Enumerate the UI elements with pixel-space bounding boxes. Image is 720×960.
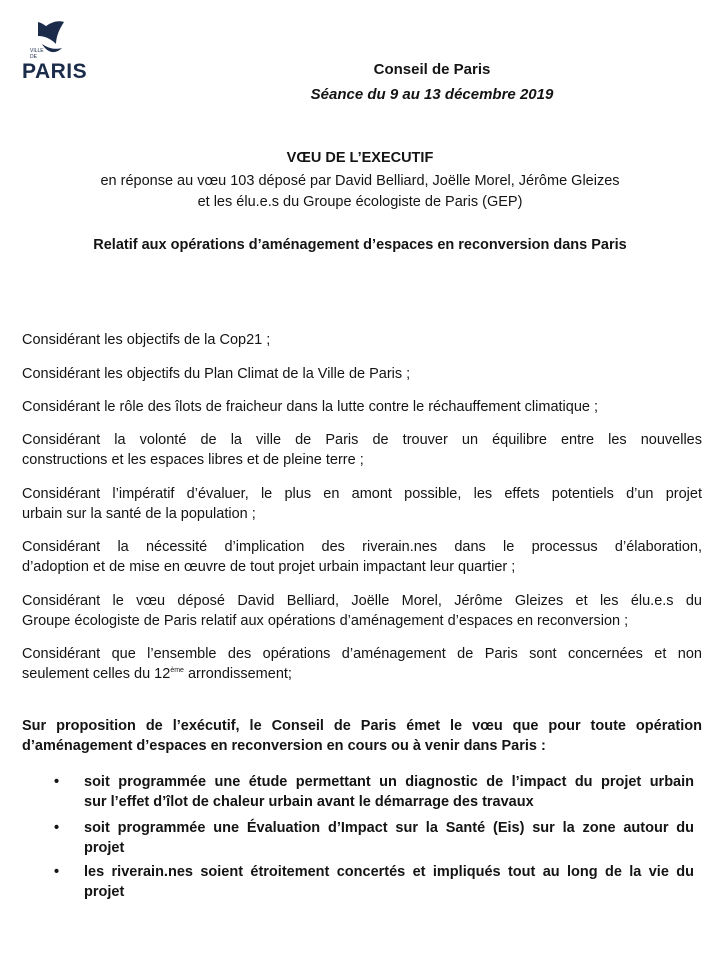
document-subject: Relatif aux opérations d’aménagement d’espaces en reconversion dans Paris: [93, 237, 627, 253]
bullet-dot: •: [54, 864, 60, 880]
bullet-1-text: [84, 772, 694, 812]
bullet-2-line-1: soit programmée une Évaluation d’Impact sur la Santé (Eis) sur la zone autour du: [84, 820, 694, 836]
bullet-2-text: [84, 818, 694, 858]
considerant-8-line-2: [22, 664, 702, 684]
considerant-5-line-1: Considérant l’impératif d’évaluer, le plus en amont possible, les effets potentiels d’un projet: [22, 486, 702, 502]
proposal-line-1: Sur proposition de l’exécutif, le Conseil de Paris émet le vœu que pour toute opération: [22, 718, 702, 734]
bullet-2-line-2: projet: [84, 840, 125, 856]
bullet-1-line-2: sur l’effet d’îlot de chaleur urbain avant le démarrage des travaux: [84, 794, 534, 810]
session-dates: Séance du 9 au 13 décembre 2019: [310, 86, 554, 103]
considerant-4: [22, 430, 702, 470]
bullet-item-1: [22, 772, 702, 814]
document-title: VŒU DE L’EXECUTIF: [286, 150, 434, 166]
subtitle-line-1: en réponse au vœu 103 déposé par David Belliard, Joëlle Morel, Jérôme Gleizes: [100, 173, 620, 189]
proposal-paragraph: [22, 716, 702, 756]
considerant-6-line-2: d’adoption et de mise en œuvre de tout projet urbain impactant leur quartier ;: [22, 559, 516, 575]
bullet-dot: •: [54, 820, 60, 836]
considerant-1: Considérant les objectifs de la Cop21 ;: [22, 332, 271, 348]
ordinal-superscript: ème: [170, 667, 184, 674]
considerant-8: [22, 644, 702, 684]
ville-de-text: VILLE DE: [30, 48, 44, 60]
bullet-item-2: [22, 818, 702, 860]
bullet-3-line-2: projet: [84, 884, 125, 900]
considerant-8-line-1: Considérant que l’ensemble des opérations d’aménagement de Paris sont concernées et non: [22, 646, 702, 662]
considerant-8-text-b: arrondissement;: [183, 666, 292, 682]
considerant-4-line-1: Considérant la volonté de la ville de Paris de trouver un équilibre entre les nouvelles: [22, 432, 702, 448]
considerant-3: Considérant le rôle des îlots de fraicheur dans la lutte contre le réchauffement climatique ;: [22, 399, 599, 415]
considerant-4-line-2: constructions et les espaces libres et de pleine terre ;: [22, 452, 364, 468]
considerant-7-line-1: Considérant le vœu déposé David Belliard, Joëlle Morel, Jérôme Gleizes et les élu.e.s du: [22, 593, 702, 609]
considerant-8-text-a: seulement celles du 12: [22, 666, 171, 682]
considerant-6: [22, 537, 702, 577]
considerant-6-line-1: Considérant la nécessité d’implication des riverain.nes dans le processus d’élaboration,: [22, 539, 702, 555]
considerant-7: [22, 591, 702, 631]
bullet-3-line-1: les riverain.nes soient étroitement concertés et impliqués tout au long de la vie du: [84, 864, 694, 880]
proposal-line-2: d’aménagement d’espaces en reconversion en cours ou à venir dans Paris :: [22, 738, 546, 754]
considerant-5-line-2: urbain sur la santé de la population ;: [22, 506, 256, 522]
bullet-dot: •: [54, 774, 60, 790]
considerant-7-line-2: Groupe écologiste de Paris relatif aux opérations d’aménagement d’espaces en reconversion ;: [22, 613, 629, 629]
bullet-3-text: [84, 862, 694, 902]
considerant-2: Considérant les objectifs du Plan Climat de la Ville de Paris ;: [22, 366, 411, 382]
council-title: Conseil de Paris: [373, 61, 491, 78]
paris-wordmark: PARIS: [22, 60, 88, 83]
bullet-item-3: [22, 862, 702, 904]
bullet-1-line-1: soit programmée une étude permettant un diagnostic de l’impact du projet urbain: [84, 774, 694, 790]
subtitle-line-2: et les élu.e.s du Groupe écologiste de Paris (GEP): [197, 194, 523, 210]
considerant-5: [22, 484, 702, 524]
